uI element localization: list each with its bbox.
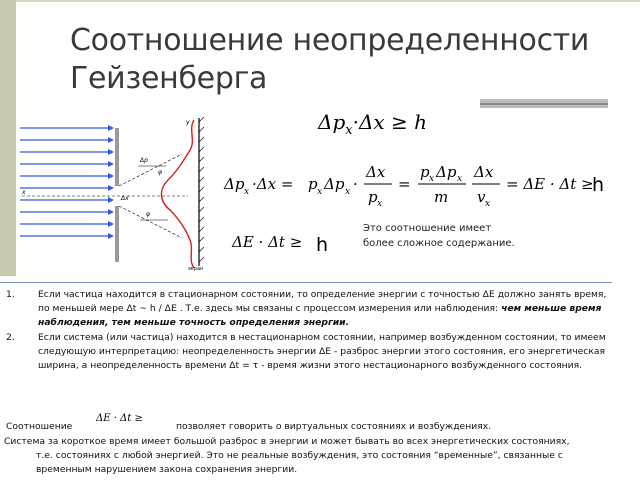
- fm-f1-den-sub: x: [377, 199, 383, 209]
- bottom-line4: временным нарушением закона сохранения энергии.: [36, 464, 298, 475]
- list-item-text: Если система (или частица) находится в нестационарном состоянии, например возбужденном состоянии, то имеем следующую интерпретацию: неопределенность энергии ΔE - разброс энергии этого состояния, его энергетическая ширина, а неопределенность времени Δt = τ - время жизни этого нестационарного возбужденного состояния.: [38, 331, 606, 372]
- fm-f3-den: v: [477, 188, 486, 206]
- fm-f2-num-a: p: [420, 163, 430, 181]
- fm-f3-num: Δx: [474, 163, 494, 181]
- fm-p: p: [308, 175, 318, 193]
- mini-formula: [94, 406, 156, 428]
- diagram-label-x: x: [22, 189, 26, 196]
- bottom-line2: Система за короткое время имеет большой разброс в энергии и может бывать во всех энергетических состояниях,: [4, 436, 570, 447]
- fm-dx-eq: ·Δx =: [252, 175, 294, 193]
- fm-dp2-sub: x: [345, 187, 351, 197]
- bottom-paragraph: [4, 406, 616, 477]
- diffraction-diagram: [18, 110, 225, 272]
- fm-dot: ·: [353, 175, 358, 193]
- list-item-number: 2.: [6, 331, 15, 343]
- top-rule: [0, 0, 640, 2]
- mini-formula-text: ΔE · Δt ≥: [96, 413, 143, 424]
- fm-p-sub: x: [317, 187, 323, 197]
- fs-lhs: ΔE · Δt ≥: [232, 233, 303, 251]
- diagram-label-y: y: [186, 119, 190, 126]
- bottom-after: позволяет говорить о виртуальных состояниях и возбуждениях.: [176, 421, 492, 432]
- fm-tail: = ΔE · Δt ≥: [506, 175, 594, 193]
- fm-f1-den: p: [368, 188, 378, 206]
- fm-eq: =: [398, 175, 411, 193]
- bottom-lead: Соотношение: [6, 421, 73, 432]
- fm-f2-num-b-sub: x: [457, 174, 463, 184]
- fs-h: h: [316, 234, 329, 256]
- diagram-label-angle: φ: [158, 169, 162, 176]
- formula-dp: Δp: [318, 110, 346, 134]
- fm-f2-num-a-sub: x: [429, 174, 435, 184]
- fm-dp: Δp: [224, 175, 245, 193]
- formula-main: [222, 157, 608, 211]
- fm-f1-num: Δx: [366, 163, 386, 181]
- formula-energy-time: [222, 224, 330, 258]
- list-item: [6, 288, 616, 331]
- list-item-number: 1.: [6, 289, 15, 300]
- formula-sub-x: x: [345, 123, 353, 138]
- fm-f2-num-b: Δp: [436, 163, 457, 181]
- diagram-label-dp: Δp: [140, 157, 148, 164]
- bottom-line3: т.е. состояниях с любой энергией. Это не реальные возбуждения, это состояния “временные”, связанные с: [36, 450, 563, 461]
- list-item: [6, 331, 616, 374]
- formula-rest: ·Δx ≥ h: [352, 110, 428, 134]
- fm-dp-sub: x: [244, 187, 250, 197]
- fm-h: h: [592, 174, 605, 196]
- formula-heisenberg-momentum: [318, 110, 427, 138]
- list-item-text: Если частица находится в стационарном состоянии, то определение энергии с точностью ΔE должно занять время, по меньшей мере Δt ~ h / ΔE . Т.е. здесь мы связаны с процессом измерения или наблюдения:: [38, 289, 607, 315]
- diagram-label-screen: экран: [188, 266, 204, 272]
- list-item-emphasis: чем меньше время наблюдения, тем меньше точность определения энергии.: [38, 303, 602, 329]
- note-line1: Это соотношение имеет: [363, 223, 492, 234]
- note-text: [363, 221, 613, 251]
- fm-f3-den-sub: x: [485, 199, 491, 209]
- diagram-label-dx: Δx: [121, 195, 129, 202]
- slide-title-line2: Гейзенберга: [70, 61, 268, 96]
- slide-title: [70, 22, 590, 98]
- note-line2: более сложное содержание.: [363, 238, 515, 249]
- divider: [0, 282, 612, 283]
- left-accent-bar: [0, 0, 16, 276]
- fm-dp2: Δp: [324, 175, 345, 193]
- fm-f2-den: m: [434, 188, 449, 206]
- numbered-list: [6, 288, 616, 373]
- decorative-bar-line: [480, 103, 608, 105]
- diagram-label-angle-2: φ: [146, 211, 150, 218]
- slide-title-line1: Соотношение неопределенности: [70, 23, 590, 58]
